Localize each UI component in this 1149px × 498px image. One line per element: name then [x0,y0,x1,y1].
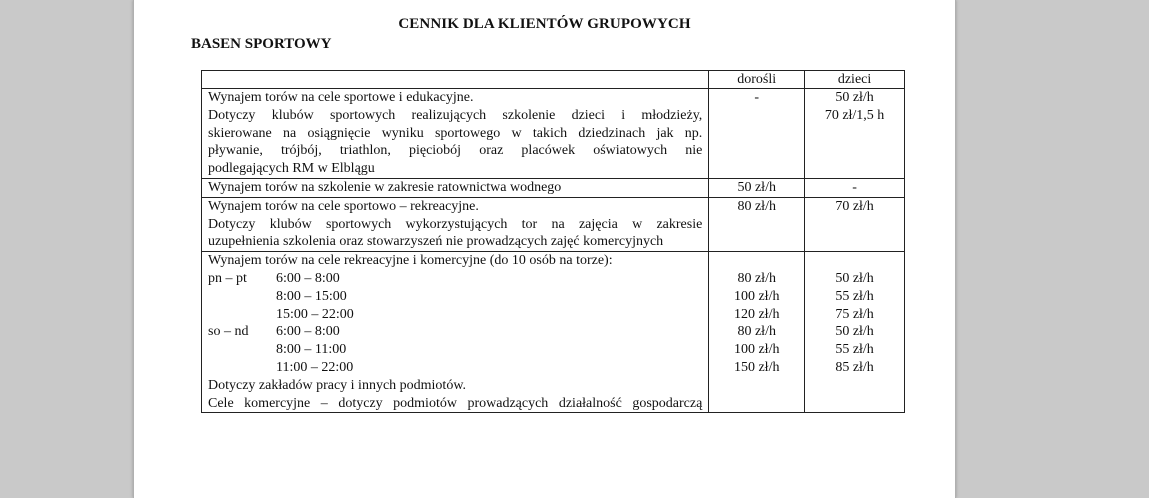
row-title: Wynajem torów na szkolenie w zakresie ratownictwa wodnego [208,179,562,195]
row-detail-line: skierowane na osiągnięcie wyniku sportowego w takich dziedzinach jak np. [208,125,703,141]
price-adults [709,197,805,251]
price-value: 120 zł/h [733,306,780,322]
price-value: 50 zł/h [835,270,874,286]
header-children: dzieci [805,71,905,89]
schedule-hours: 8:00 – 11:00 [276,342,347,358]
price-value: 55 zł/h [835,342,874,358]
table-row [202,197,905,251]
row-description [202,197,709,251]
schedule-hours: 6:00 – 8:00 [276,270,340,286]
price-value: - [754,90,760,105]
table-row [202,178,905,197]
document-page [133,0,956,498]
table-row [202,252,905,413]
price-value: 100 zł/h [733,288,780,304]
price-value: 55 zł/h [835,288,874,304]
price-adults [709,178,805,197]
row-detail-line: Dotyczy klubów sportowych realizujących szkolenie dzieci i młodzieży, [208,107,703,123]
price-spacer [811,252,898,270]
price-children [805,89,905,179]
row-detail-line: podlegających RM w Elblągu [208,161,375,177]
price-value: 50 zł/h [835,324,874,340]
schedule-grid [208,270,702,377]
header-adults: dorośli [709,71,805,89]
price-children [805,197,905,251]
section-title: BASEN SPORTOWY [191,36,332,52]
price-value: 80 zł/h [737,324,776,340]
price-adults [709,252,805,413]
price-value: 70 zł/h [835,198,874,214]
schedule-hours: 15:00 – 22:00 [276,306,354,322]
price-value: 75 zł/h [835,306,874,322]
header-description [202,71,709,89]
row-description [202,89,709,179]
price-value: 80 zł/h [737,198,776,214]
price-adults [709,89,805,179]
price-table [201,70,905,413]
row-title: Wynajem torów na cele rekreacyjne i komercyjne (do 10 osób na torze): [208,253,613,269]
schedule-hours: 11:00 – 22:00 [276,359,354,375]
schedule-hours: 8:00 – 15:00 [276,288,347,304]
price-children [805,252,905,413]
schedule-days: pn – pt [208,270,247,286]
row-detail-line: uzupełnienia szkolenia oraz stowarzyszeń nie prowadzących zajęć komercyjnych [208,234,664,250]
row-note: Dotyczy zakładów pracy i innych podmiotów. [208,377,467,393]
price-value: 50 zł/h [835,90,874,105]
row-detail-line: Dotyczy klubów sportowych wykorzystujących tor na zajęcia w zakresie [208,216,703,232]
schedule-days [208,359,276,377]
price-value: 80 zł/h [737,270,776,286]
schedule-days [208,306,276,324]
price-children [805,178,905,197]
price-value: - [852,179,857,195]
row-description [202,178,709,197]
row-description [202,252,709,413]
schedule-days: so – nd [208,324,249,340]
price-value: 50 zł/h [737,179,776,195]
price-value: 100 zł/h [733,342,780,358]
price-value: 85 zł/h [835,359,874,375]
schedule-hours: 6:00 – 8:00 [276,324,340,340]
row-title: Wynajem torów na cele sportowo – rekreacyjne. [208,198,479,214]
row-detail-line: pływanie, trójbój, triathlon, pięciobój oraz placówek oświatowych nie [208,143,703,159]
price-spacer [715,252,798,270]
table-row [202,89,905,179]
row-title: Wynajem torów na cele sportowe i edukacyjne. [208,90,474,105]
schedule-days [208,341,276,359]
row-note: Cele komercyjne – dotyczy podmiotów prowadzących działalność gospodarczą [208,395,703,411]
document-title: CENNIK DLA KLIENTÓW GRUPOWYCH [398,16,691,32]
price-value: 70 zł/1,5 h [824,107,885,123]
schedule-days [208,288,276,306]
table-header-row [202,71,905,89]
price-value: 150 zł/h [733,359,780,375]
